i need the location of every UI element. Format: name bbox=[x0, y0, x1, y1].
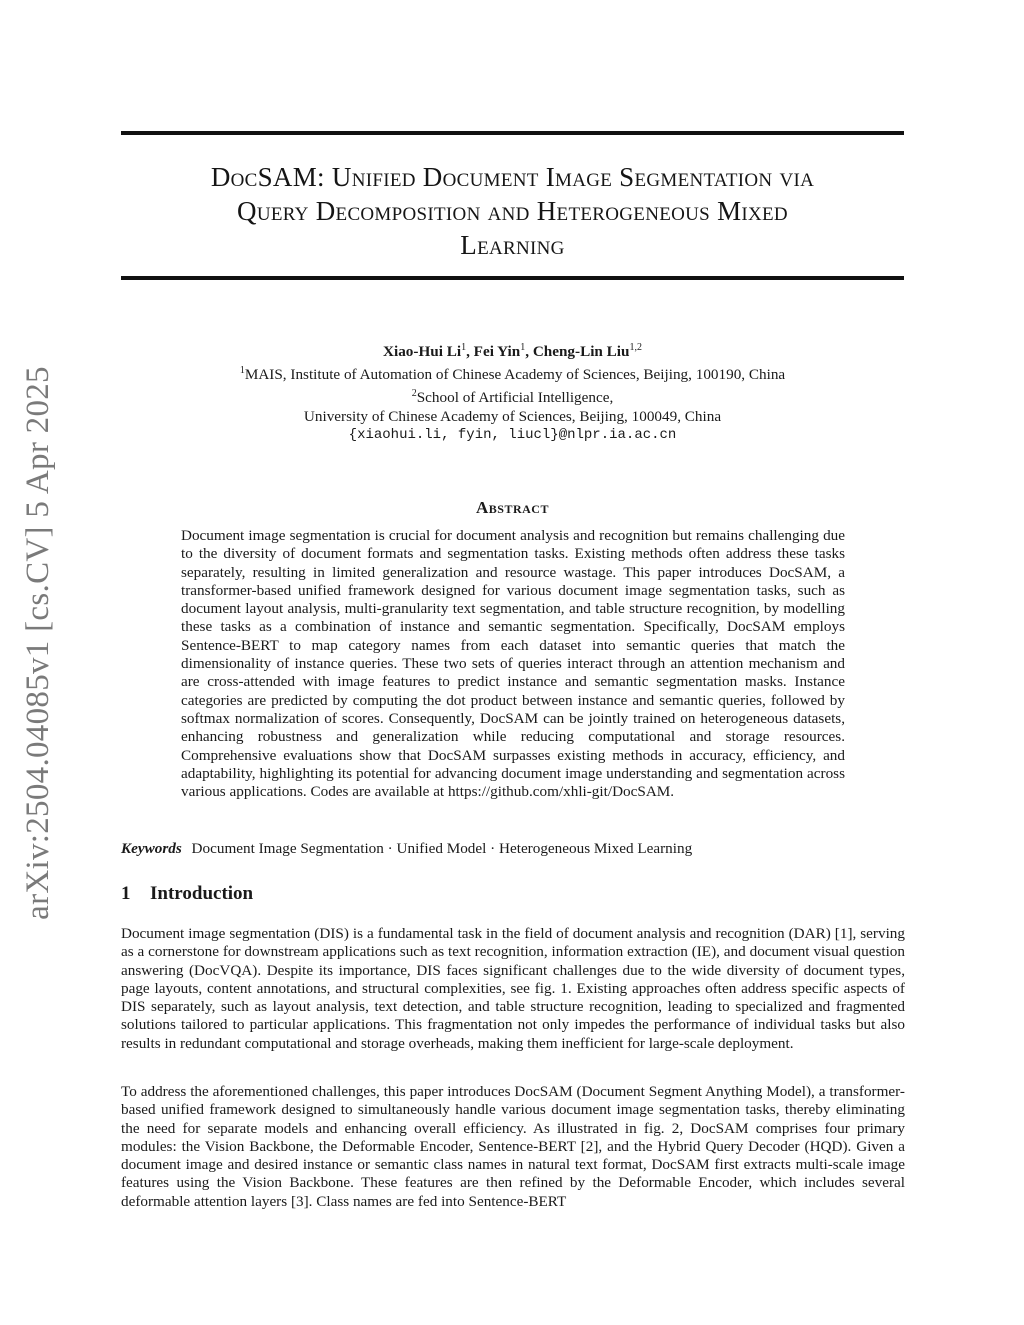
author-affil: 1,2 bbox=[629, 342, 642, 353]
body-paragraph: To address the aforementioned challenges, this paper introduces DocSAM (Document Segment Anything Model), a transformer-based unified framework designed to simultaneously handle various document image segmentation tasks, thereby eliminating the need for separate models and enhancing overall efficiency. As illustrated in fig. 2, DocSAM comprises four primary modules: the Vision Backbone, the Deformable Encoder, Sentence-BERT [2], and the Hybrid Query Decoder (HQD). Given a document image and desired instance or semantic class names in natural text format, DocSAM first extracts multi-scale image features using the Vision Backbone. These features are then refined by the Deformable Encoder, which includes several deformable attention layers [3]. Class names are fed into Sentence-BERT bbox=[121, 1083, 905, 1210]
author-names: Xiao-Hui Li$^1$, Fei Yin$^1$, Cheng-Lin Liu$^{1,2}$ bbox=[383, 342, 642, 361]
title-line: Learning bbox=[460, 230, 565, 260]
affiliation-2: $^2$School of Artificial Intelligence, bbox=[411, 388, 614, 407]
title-line: Query Decomposition and Heterogeneous Mixed bbox=[237, 196, 788, 226]
affiliation-1: $^1$MAIS, Institute of Automation of Chinese Academy of Sciences, Beijing, 100190, China bbox=[239, 365, 786, 384]
section-heading-introduction bbox=[121, 883, 253, 905]
section-title: Introduction bbox=[150, 883, 254, 904]
author-emails: {xiaohui.li, fyin, liucl}@nlpr.ia.ac.cn bbox=[348, 427, 677, 444]
title-rule-bottom bbox=[121, 276, 904, 280]
title-line: DocSAM: Unified Document Image Segmentation via bbox=[210, 162, 815, 192]
affiliation-2-line-2: University of Chinese Academy of Sciences, Beijing, 100049, China bbox=[303, 408, 722, 426]
keywords bbox=[121, 839, 904, 858]
author-name: Fei Yin bbox=[473, 343, 521, 361]
abstract-heading: Abstract bbox=[476, 498, 549, 517]
body-paragraph: Document image segmentation (DIS) is a fundamental task in the field of document analysis and recognition (DAR) [1], serving as a cornerstone for downstream applications such as text recognition, information extraction (IE), and document visual question answering (DocVQA). Despite its importance, DIS faces significant challenges due to the wide diversity of document types, page layouts, content annotations, and structural complexities, see fig. 1. Existing approaches often address specific aspects of DIS separately, such as layout analysis, text detection, and table structure recognition, leading to specialized and fragmented solutions tailored to particular applications. This fragmentation not only impedes the performance of individual tasks but also results in redundant computational and storage overheads, making them inefficient for large-scale deployment. bbox=[121, 925, 905, 1052]
keywords-list: Document Image Segmentation · Unified Model · Heterogeneous Mixed Learning bbox=[191, 840, 693, 857]
keywords-label: Keywords bbox=[121, 840, 182, 857]
author-affil: 1 bbox=[461, 342, 467, 353]
paper-title bbox=[121, 160, 904, 262]
abstract-text: Document image segmentation is crucial for document analysis and recognition but remains challenging due to the diversity of document formats and segmentation tasks. Existing methods often address these tasks separately, resulting in limited generalization and resource wastage. This paper introduces DocSAM, a transformer-based unified framework designed for various document image segmentation tasks, such as document layout analysis, multi-granularity text segmentation, and table structure recognition, by modelling these tasks as a combination of instance and semantic segmentation. Specifically, DocSAM employs Sentence-BERT to map category names from each dataset into semantic queries that match the dimensionality of instance queries. These two sets of queries interact through an attention mechanism and are cross-attended with image features to predict instance and semantic segmentation masks. Instance categories are predicted by computing the dot product between instance and semantic queries, followed by softmax normalization of scores. Consequently, DocSAM can be jointly trained on heterogeneous datasets, enhancing robustness and generalization while reducing computational and storage resources. Comprehensive evaluations show that DocSAM surpasses existing methods in accuracy, efficiency, and adaptability, highlighting its potential for advancing document image understanding and segmentation across various applications. Codes are available at https://github.com/xhli-git/DocSAM. bbox=[181, 527, 845, 801]
author-name: Xiao-Hui Li bbox=[383, 343, 462, 361]
author-block bbox=[121, 338, 904, 445]
section-number: 1 bbox=[121, 883, 131, 904]
author-affil: 1 bbox=[520, 342, 526, 353]
author-name: Cheng-Lin Liu bbox=[532, 343, 630, 361]
arxiv-stamp: arXiv:2504.04085v1 [cs.CV] 5 Apr 2025 bbox=[20, 366, 56, 920]
title-rule-top bbox=[121, 131, 904, 135]
